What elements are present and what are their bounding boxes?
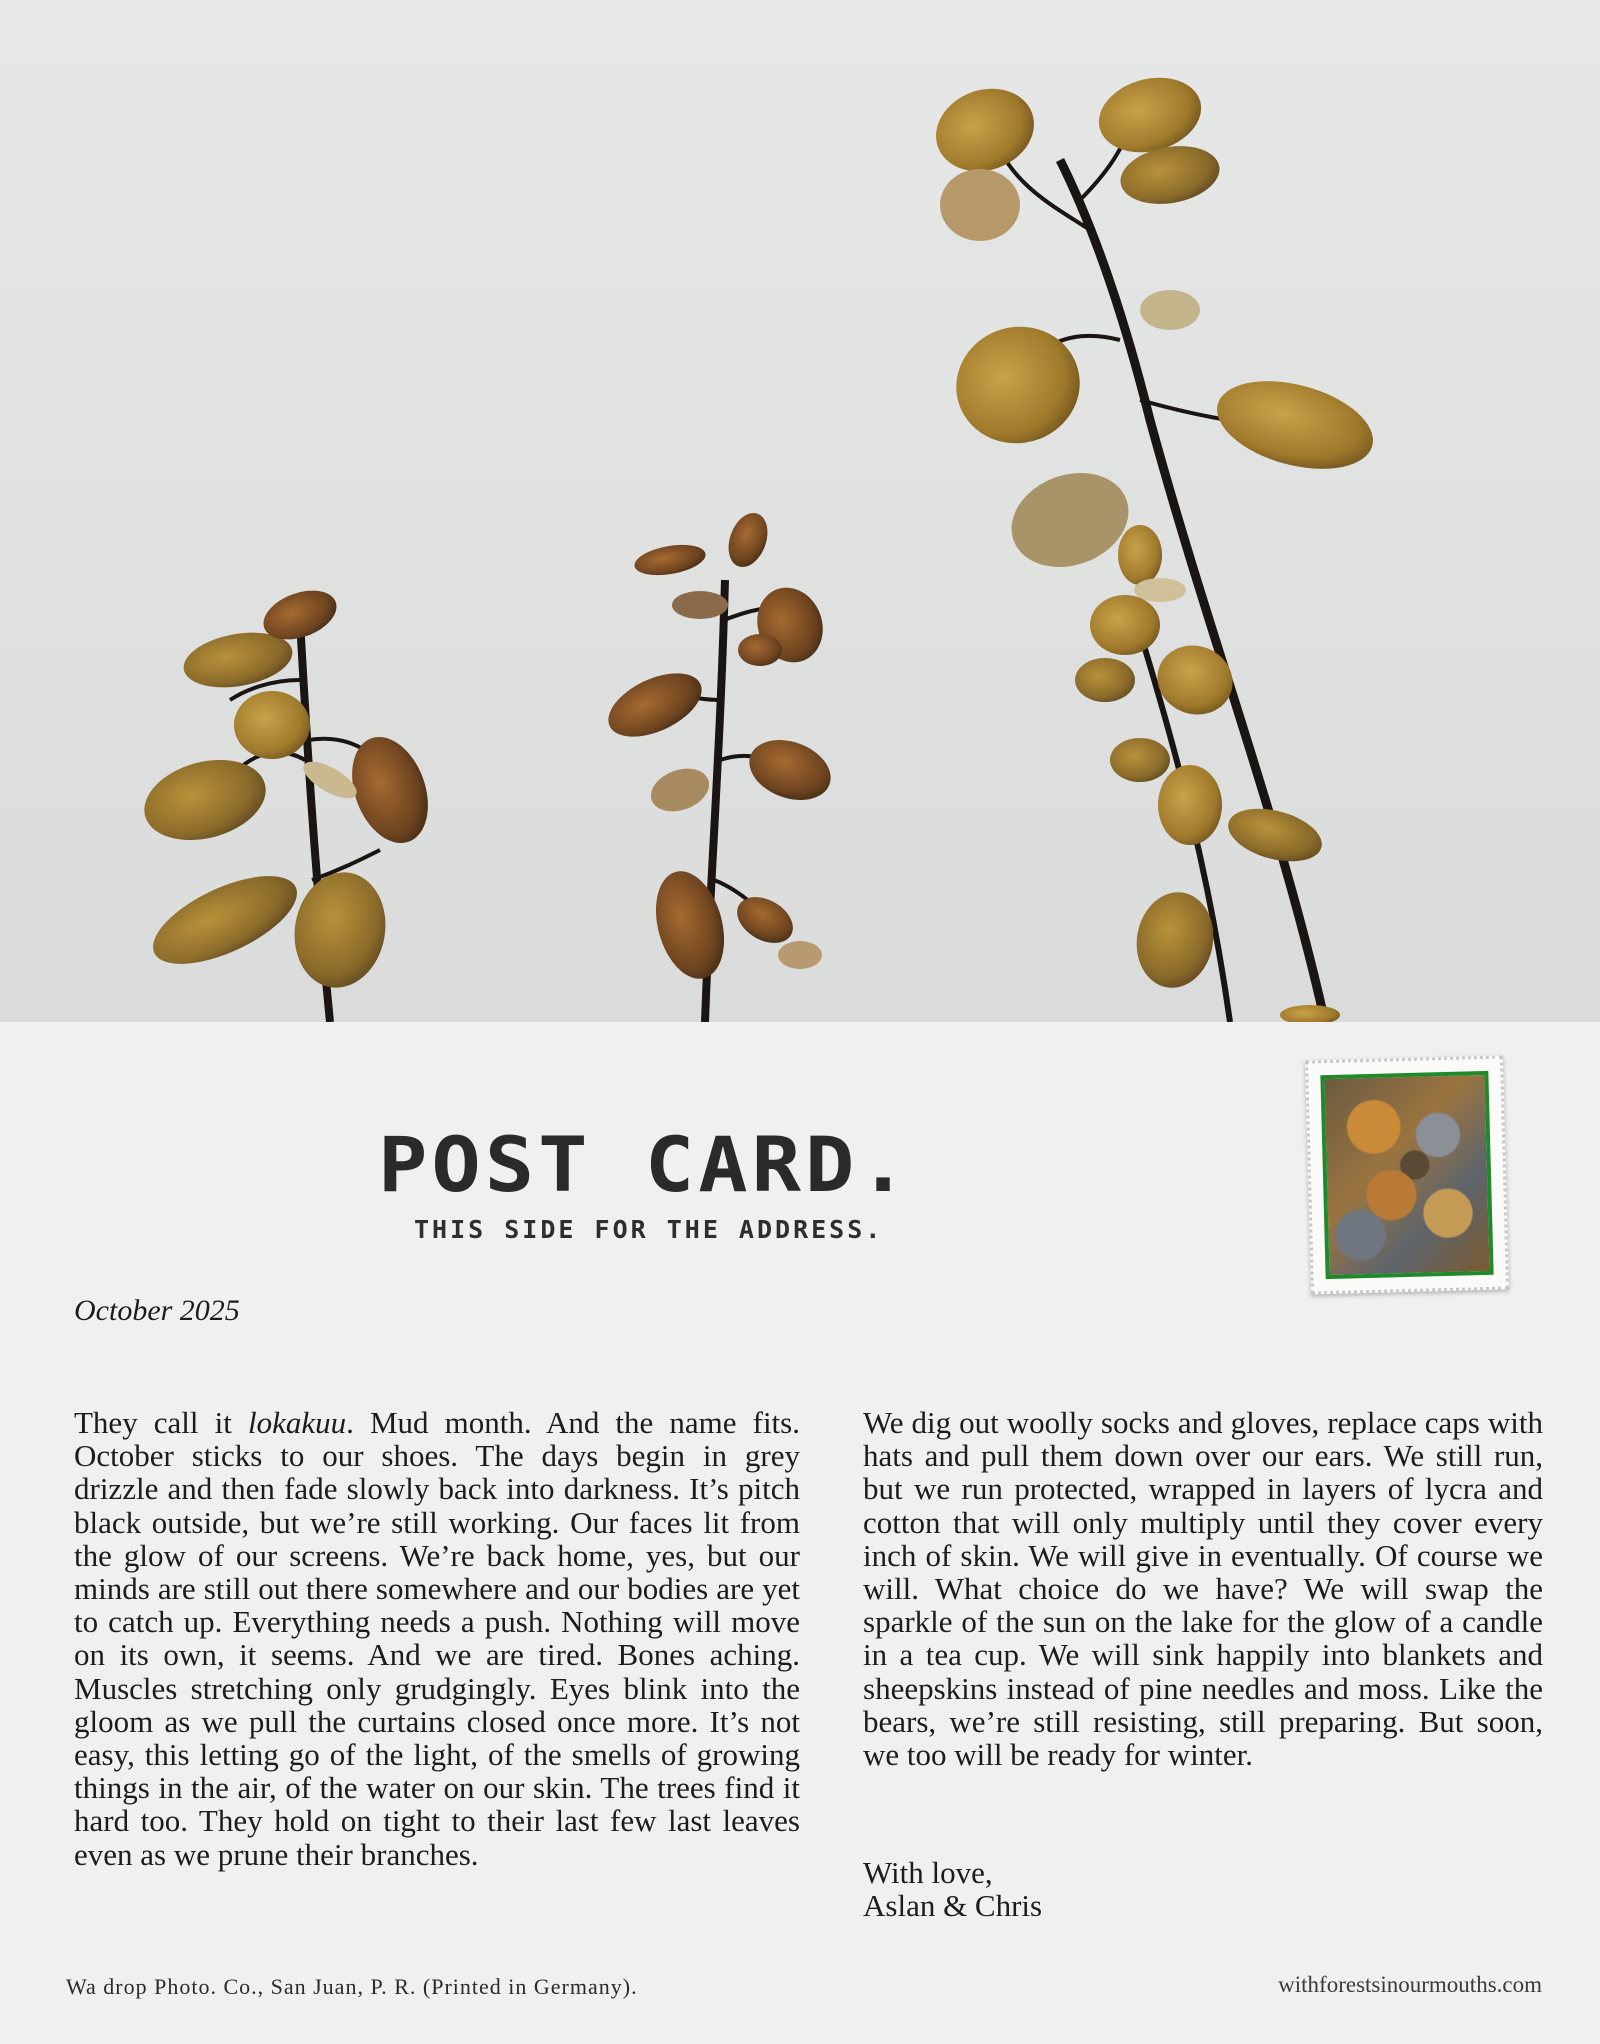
letter-right-column <box>863 1406 1543 1771</box>
signoff <box>863 1856 1042 1922</box>
printer-credit: Wa drop Photo. Co., San Juan, P. R. (Printed in Germany). <box>66 1974 638 1999</box>
letter-paragraph-right: We dig out woolly socks and gloves, replace caps with hats and pull them down over our ears. We still run, but we run protected, wrapped in layers of lycra and cotton that will only multiply until they cover every inch of skin. We will give in eventually. Of course we will. What choice do we have? We will swap the sparkle of the sun on the lake for the glow of a candle in a tea cup. We will sink happily into blankets and sheepskins instead of pine needles and moss. Like the bears, we’re still resisting, still preparing. But soon, we too will be ready for winter. <box>863 1405 1543 1773</box>
postcard-back <box>0 1022 1600 2044</box>
intro-text: They call it <box>74 1405 248 1440</box>
closing-line: With love, <box>863 1855 993 1890</box>
signature: Aslan & Chris <box>863 1888 1043 1924</box>
left-sapling <box>135 581 441 1022</box>
letter-paragraph-left <box>74 1406 800 1871</box>
postcard-subtitle: THIS SIDE FOR THE ADDRESS. <box>414 1215 884 1244</box>
leaf-stamp-icon <box>1305 1055 1509 1294</box>
middle-sapling <box>599 508 839 1022</box>
postcard-title: POST CARD. <box>378 1122 912 1210</box>
lokakuu-word: lokakuu <box>247 1405 347 1440</box>
letter-date: October 2025 <box>74 1294 240 1327</box>
right-sapling-tall <box>924 67 1382 1022</box>
letter-left-column <box>74 1406 800 1871</box>
left-body-text: . Mud month. And the name fits. October sticks to our shoes. The days begin in grey drizzle and then fade slowly back into darkness. It’s pitch black outside, but we’re still working. Our faces lit from the glow of our screens. We’re back home, yes, but our minds are still out there somewhere and our bodies are yet to catch up. Everything needs a push. Nothing will move on its own, it seems. And we are tired. Bones aching. Muscles stretching only grudgingly. Eyes blink into the gloom as we pull the curtains closed once more. It’s not easy, this letting go of the light, of the smells of growing things in the air, of the water on our skin. The trees find it hard too. They hold on tight to their last few last leaves even as we prune their branches. <box>74 1405 800 1872</box>
stamp-image <box>1320 1071 1493 1279</box>
website-link[interactable]: withforestsinourmouths.com <box>1278 1972 1542 1997</box>
